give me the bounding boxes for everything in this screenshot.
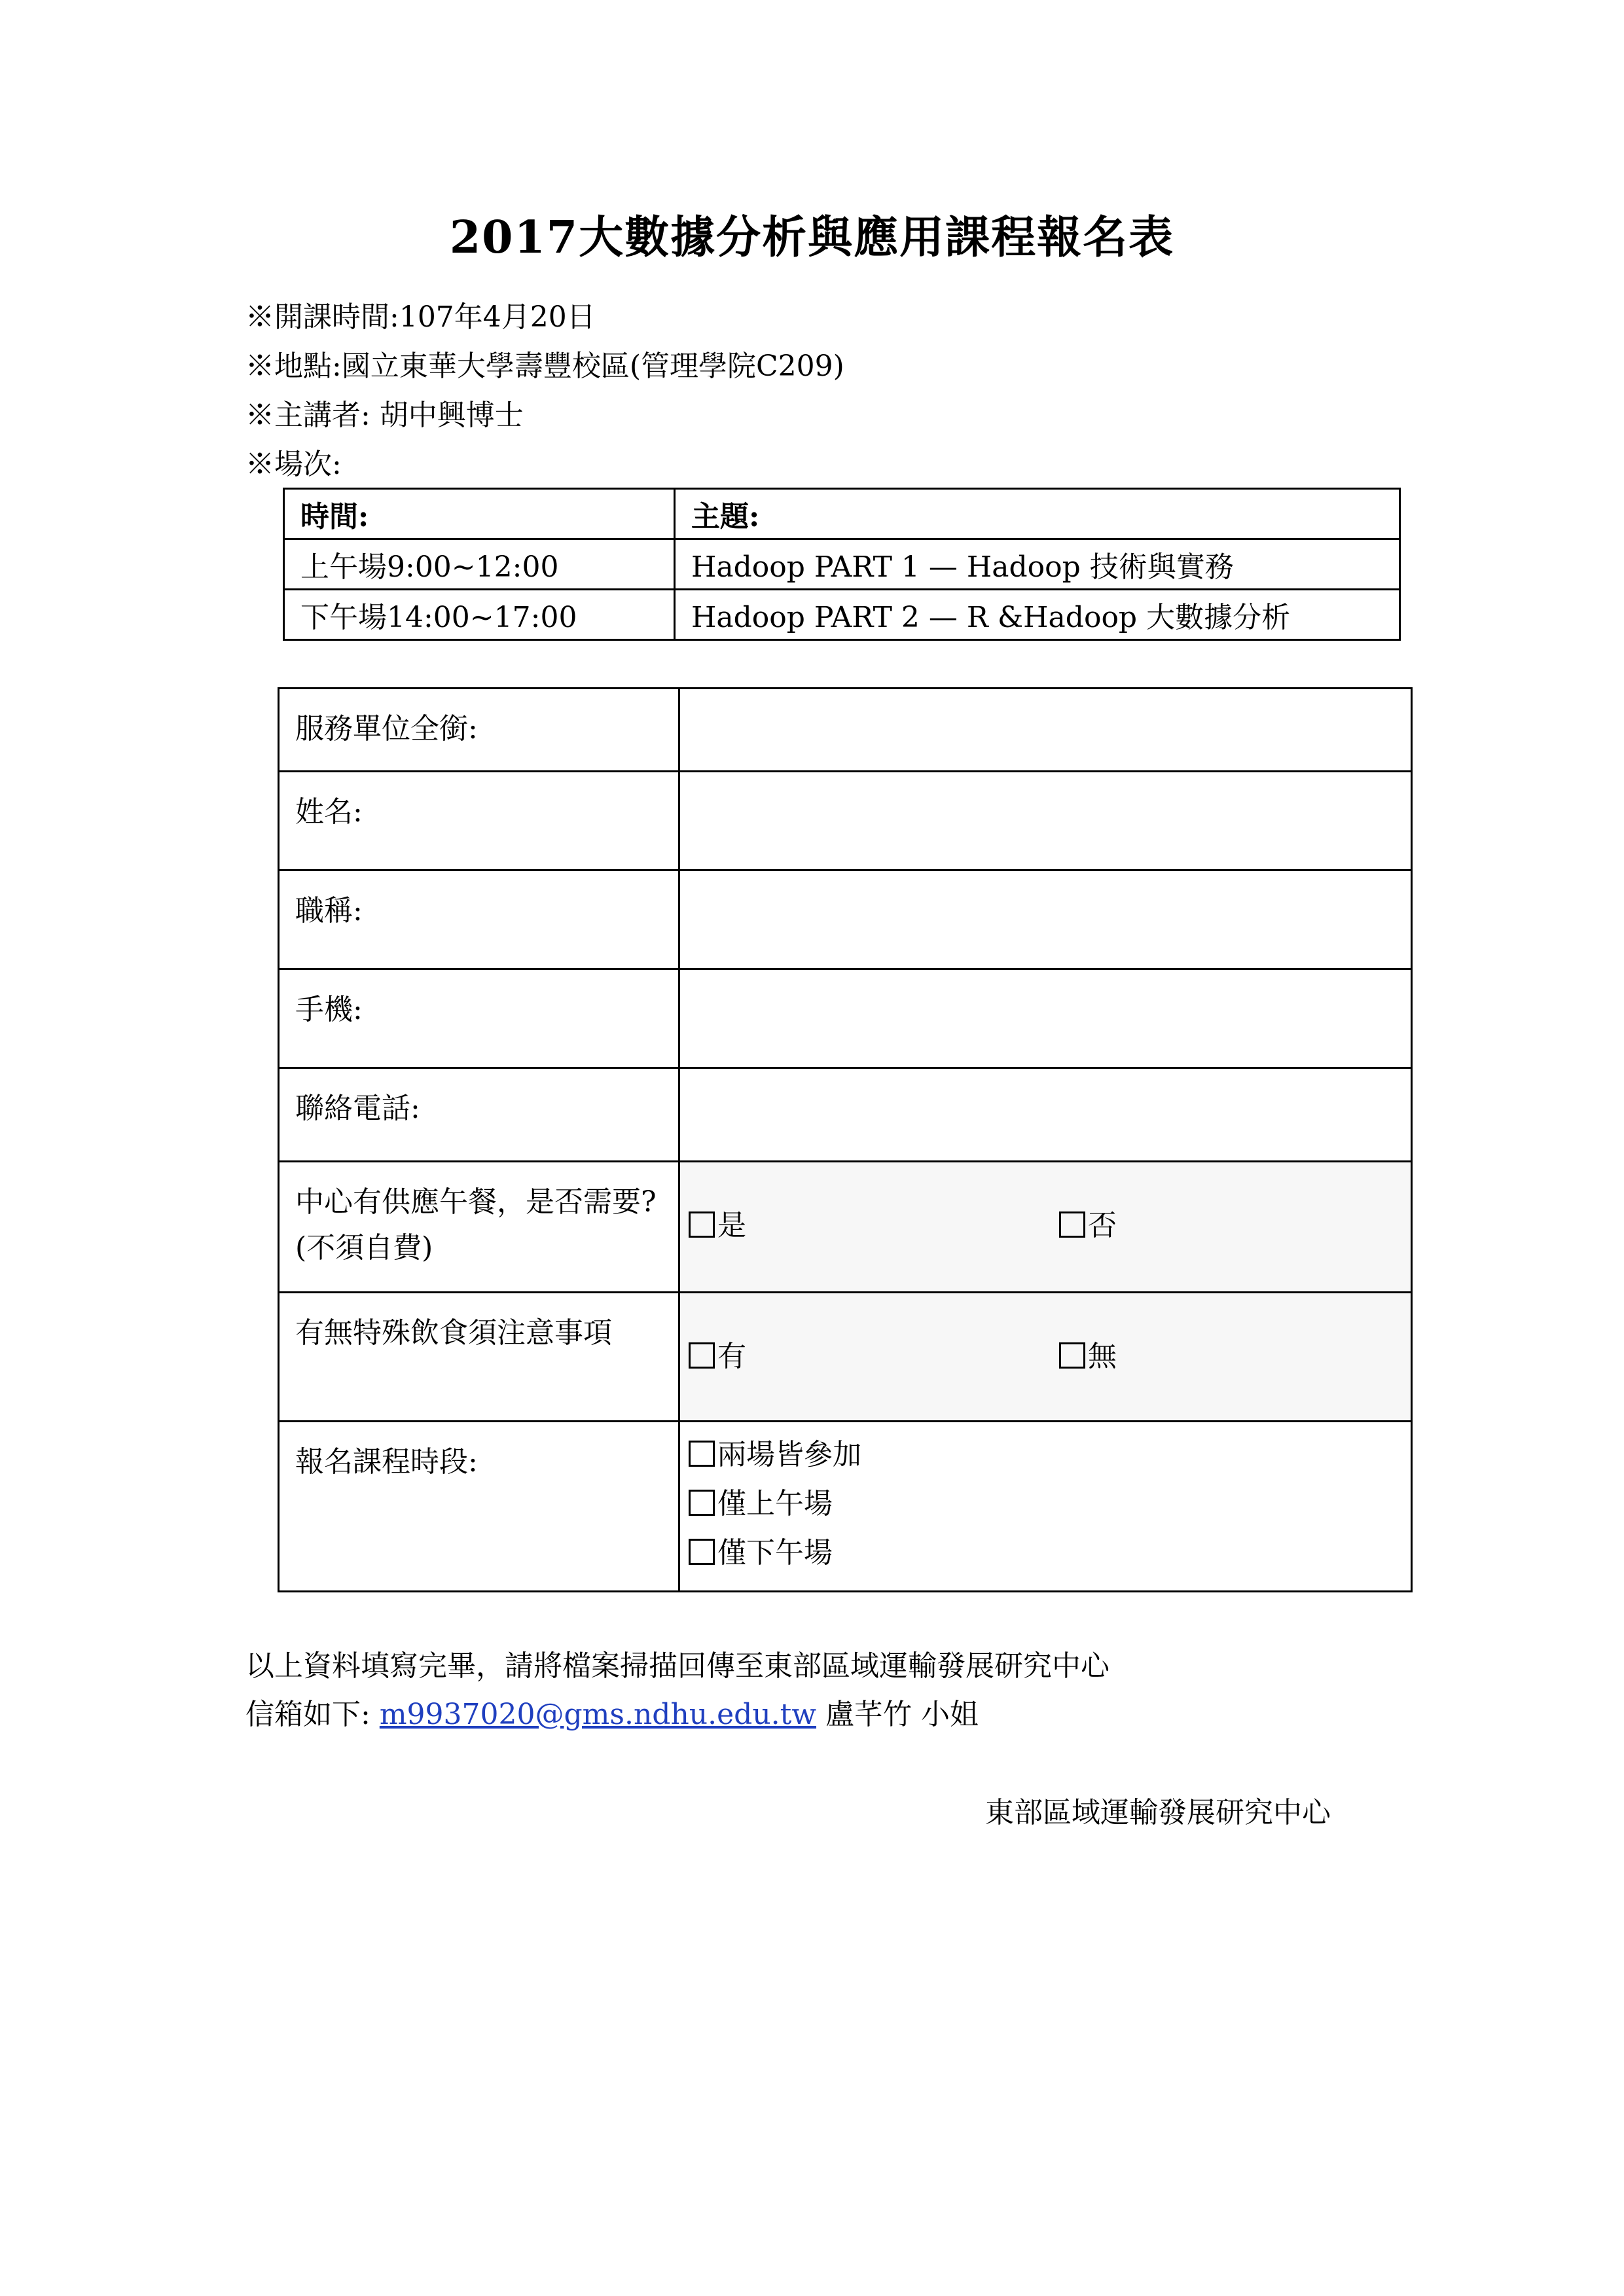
option-label: 有 bbox=[717, 1340, 746, 1373]
table-row bbox=[284, 539, 1400, 590]
checkbox[interactable] bbox=[689, 1539, 715, 1565]
session-topic: Hadoop PART 1 — Hadoop 技術與實務 bbox=[675, 539, 1400, 590]
name-field[interactable] bbox=[679, 772, 1412, 870]
checkbox[interactable] bbox=[689, 1211, 715, 1238]
footer-instruction: 以上資料填寫完畢，請將檔案掃描回傳至東部區域運輸發展研究中心 bbox=[245, 1649, 1110, 1683]
diet-yes-option[interactable] bbox=[689, 1337, 746, 1376]
lunch-no-option[interactable] bbox=[1059, 1206, 1117, 1246]
lunch-options bbox=[679, 1162, 1412, 1293]
checkbox[interactable] bbox=[1059, 1211, 1085, 1238]
checkbox[interactable] bbox=[689, 1441, 715, 1467]
org-field[interactable] bbox=[679, 689, 1412, 772]
checkbox[interactable] bbox=[689, 1490, 715, 1516]
sessions-table bbox=[283, 488, 1401, 641]
session-time: 下午場14:00~17:00 bbox=[284, 590, 675, 640]
diet-no-option[interactable] bbox=[1059, 1337, 1117, 1376]
table-row bbox=[284, 590, 1400, 640]
mobile-field[interactable] bbox=[679, 969, 1412, 1068]
org-label: 服務單位全銜: bbox=[279, 689, 679, 772]
mailbox-label: 信箱如下: bbox=[245, 1698, 370, 1731]
header-time: 時間: bbox=[284, 489, 675, 539]
diet-options bbox=[679, 1293, 1412, 1422]
phone-label: 聯絡電話: bbox=[279, 1068, 679, 1162]
sessions-header-row bbox=[284, 489, 1400, 539]
course-date: ※開課時間:107年4月20日 bbox=[245, 300, 596, 334]
session-topic: Hadoop PART 2 — R &Hadoop 大數據分析 bbox=[675, 590, 1400, 640]
mobile-label: 手機: bbox=[279, 969, 679, 1068]
lunch-label: 中心有供應午餐，是否需要?(不須自費) bbox=[279, 1162, 679, 1293]
footer-contact bbox=[245, 1695, 979, 1734]
diet-label: 有無特殊飲食須注意事項 bbox=[279, 1293, 679, 1422]
option-label: 僅下午場 bbox=[717, 1536, 833, 1570]
option-label: 僅上午場 bbox=[717, 1487, 833, 1520]
signature: 東部區域運輸發展研究中心 bbox=[985, 1796, 1331, 1829]
name-label: 姓名: bbox=[279, 772, 679, 870]
period-label: 報名課程時段: bbox=[279, 1422, 679, 1592]
header-topic: 主題: bbox=[675, 489, 1400, 539]
job-title-field[interactable] bbox=[679, 870, 1412, 969]
phone-field[interactable] bbox=[679, 1068, 1412, 1162]
course-speaker: ※主講者: 胡中興博士 bbox=[245, 399, 524, 432]
sessions-label: ※場次: bbox=[245, 448, 342, 481]
checkbox[interactable] bbox=[1059, 1342, 1085, 1369]
lunch-yes-option[interactable] bbox=[689, 1206, 746, 1246]
option-label: 無 bbox=[1088, 1340, 1117, 1373]
period-am-option[interactable] bbox=[689, 1484, 833, 1524]
email-link[interactable]: m9937020@gms.ndhu.edu.tw bbox=[379, 1698, 817, 1731]
option-label: 兩場皆參加 bbox=[717, 1438, 861, 1471]
form-title: 2017大數據分析與應用課程報名表 bbox=[449, 211, 1175, 264]
contact-name: 盧芊竹 小姐 bbox=[825, 1698, 979, 1731]
period-both-option[interactable] bbox=[689, 1435, 861, 1475]
option-label: 否 bbox=[1088, 1209, 1117, 1242]
option-label: 是 bbox=[717, 1209, 746, 1242]
session-time: 上午場9:00~12:00 bbox=[284, 539, 675, 590]
job-title-label: 職稱: bbox=[279, 870, 679, 969]
checkbox[interactable] bbox=[689, 1342, 715, 1369]
period-pm-option[interactable] bbox=[689, 1534, 833, 1573]
course-location: ※地點:國立東華大學壽豐校區(管理學院C209) bbox=[245, 350, 844, 383]
